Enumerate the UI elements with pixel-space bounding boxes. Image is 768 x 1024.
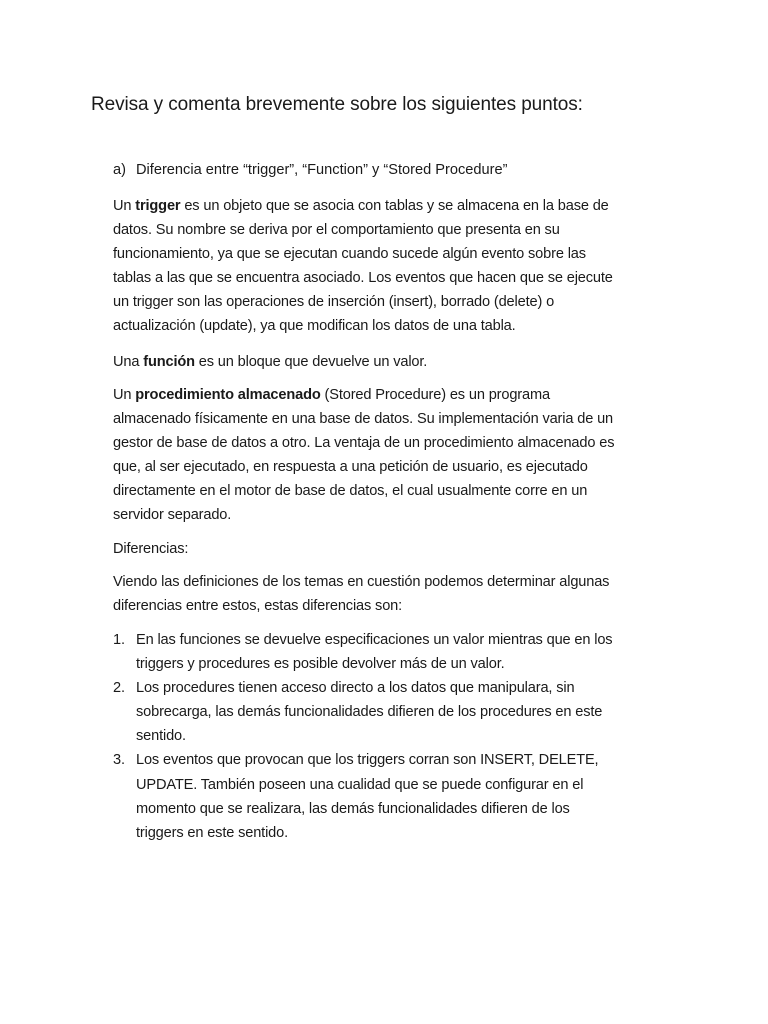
procedure-line6: servidor separado.	[113, 507, 232, 524]
procedure-paragraph	[113, 383, 693, 528]
list-item-number: 1.	[113, 632, 125, 648]
procedure-line5: directamente en el motor de base de datos, el cual usualmente corre en un	[113, 483, 588, 500]
funcion-rest: es un bloque que devuelve un valor.	[194, 354, 428, 370]
trigger-line6: actualización (update), ya que modifican los datos de una tabla.	[113, 318, 516, 335]
procedure-prefix: Un	[113, 387, 136, 403]
procedure-line1: (Stored Procedure) es un programa	[320, 387, 550, 403]
intro-line2: diferencias entre estos, estas diferencias son:	[113, 598, 403, 615]
list-item-number: 3.	[113, 752, 125, 769]
procedure-line3: gestor de base de datos a otro. La ventaja de un procedimiento almacenado es	[113, 435, 615, 452]
differences-list	[113, 628, 693, 845]
list-item-number: 2.	[113, 680, 125, 697]
list-item-line: momento que se realizara, las demás funcionalidades difieren de los	[136, 800, 570, 817]
trigger-term: trigger	[135, 198, 181, 214]
list-item-line: Los eventos que provocan que los triggers corran son INSERT, DELETE,	[136, 752, 599, 769]
diferencias-label: Diferencias:	[113, 541, 189, 557]
list-item-line: triggers y procedures es posible devolver más de un valor.	[136, 656, 505, 673]
list-item	[113, 676, 693, 748]
funcion-prefix: Una	[113, 354, 144, 370]
trigger-line2: datos. Su nombre se deriva por el comportamiento que presenta en su	[113, 222, 560, 239]
procedure-line4: que, al ser ejecutado, en respuesta a una petición de usuario, es ejecutado	[113, 459, 588, 476]
list-item-line: triggers en este sentido.	[136, 824, 289, 841]
trigger-line4: tablas a las que se encuentra asociado. Los eventos que hacen que se ejecute	[113, 270, 613, 287]
list-item-line: Los procedures tienen acceso directo a los datos que manipulara, sin	[136, 680, 575, 697]
list-item-line: sentido.	[136, 728, 186, 745]
section-a-marker: a)	[113, 162, 126, 178]
intro-line1: Viendo las definiciones de los temas en cuestión podemos determinar algunas	[113, 574, 610, 590]
list-item-line: UPDATE. También poseen una cualidad que se puede configurar en el	[136, 776, 584, 793]
procedure-term: procedimiento almacenado	[135, 387, 321, 403]
trigger-line3: funcionamiento, ya que se ejecutan cuando sucede algún evento sobre las	[113, 246, 586, 263]
trigger-line1: es un objeto que se asocia con tablas y se almacena en la base de	[180, 198, 609, 214]
funcion-term: función	[143, 354, 195, 370]
page-heading: Revisa y comenta brevemente sobre los siguientes puntos:	[91, 94, 583, 115]
list-item-line: sobrecarga, las demás funcionalidades difieren de los procedures en este	[136, 704, 603, 721]
trigger-line5: un trigger son las operaciones de inserción (insert), borrado (delete) o	[113, 294, 555, 311]
section-a-title	[113, 162, 507, 178]
funcion-paragraph	[113, 350, 693, 374]
section-a-text: Diferencia entre “trigger”, “Function” y “Stored Procedure”	[136, 162, 508, 178]
list-item-line: En las funciones se devuelve especificaciones un valor mientras que en los	[136, 632, 613, 648]
intro-paragraph	[113, 570, 693, 618]
list-item	[113, 748, 693, 844]
list-item	[113, 628, 693, 676]
trigger-paragraph	[113, 194, 693, 339]
procedure-line2: almacenado físicamente en una base de datos. Su implementación varia de un	[113, 411, 614, 428]
trigger-prefix: Un	[113, 198, 136, 214]
